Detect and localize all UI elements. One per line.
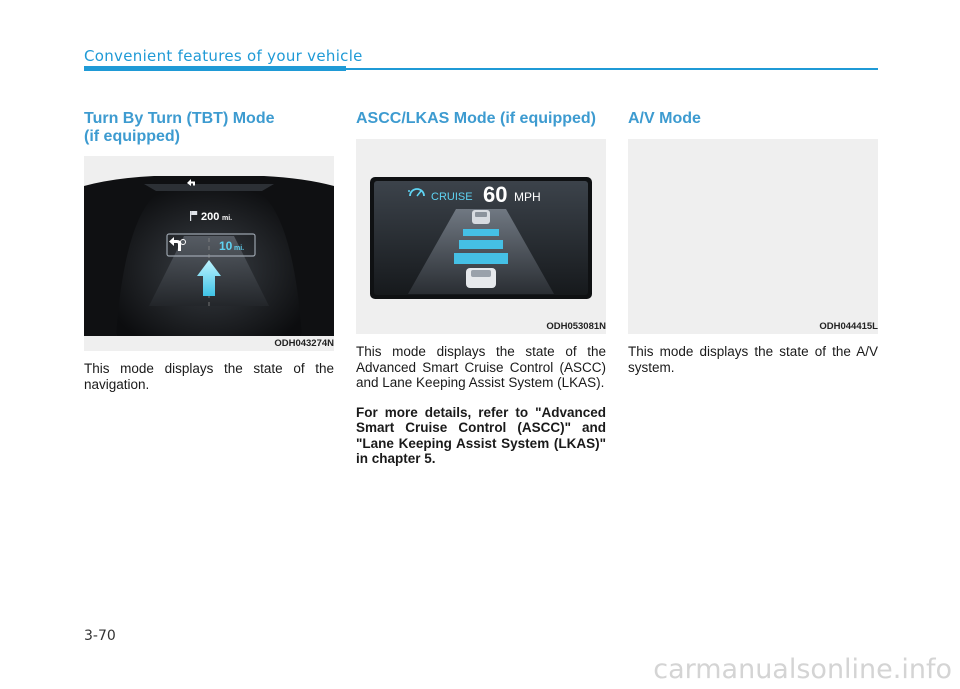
av-mode-figure (628, 139, 878, 334)
header-rule-thin (346, 68, 878, 70)
section-title: Convenient features of your vehicle (84, 47, 363, 65)
distance-value: 200 (201, 211, 220, 223)
watermark: carmanualsonline.info (653, 654, 952, 685)
page-number: 3-70 (84, 628, 116, 644)
svg-text:mi.: mi. (234, 245, 245, 252)
av-mode-heading: A/V Mode (628, 110, 701, 127)
figure-code: ODH044415L (819, 321, 878, 332)
svg-text:10: 10 (219, 239, 233, 253)
ascc-lkas-mode-heading: ASCC/LKAS Mode (if equipped) (356, 110, 596, 127)
distance-bar (463, 229, 499, 236)
figure-code: ODH053081N (546, 321, 606, 332)
ascc-lkas-mode-section (356, 110, 606, 467)
distance-bar (454, 253, 508, 264)
tbt-mode-description: This mode displays the state of the navigation. (84, 361, 334, 392)
speed-value: 60 (483, 182, 508, 207)
tbt-mode-heading: Turn By Turn (TBT) Mode (if equipped) (84, 110, 275, 145)
distance-bar (459, 240, 503, 249)
ascc-lkas-reference-note: For more details, refer to "Advanced Smart Cruise Control (ASCC)" and "Lane Keeping Assist System (LKAS)" in chapter 5. (356, 404, 606, 466)
cruise-label: CRUISE (431, 191, 473, 203)
figure-code: ODH043274N (274, 338, 334, 349)
ascc-lkas-mode-description: This mode displays the state of the Advanced Smart Cruise Control (ASCC) and Lane Keeping Assist System (LKAS). (356, 344, 606, 390)
tbt-mode-section (84, 110, 334, 392)
cluster-navigation-illustration (84, 156, 334, 336)
tbt-mode-figure (84, 156, 334, 351)
av-mode-description: This mode displays the state of the A/V system. (628, 344, 878, 375)
ascc-lkas-mode-figure (356, 139, 606, 334)
cruise-display-illustration (356, 139, 606, 319)
lead-car-icon (472, 210, 490, 224)
header-rule-thick (84, 66, 346, 71)
svg-text:mi.: mi. (222, 215, 233, 222)
own-car-icon (466, 268, 496, 288)
svg-text:MPH: MPH (514, 190, 541, 204)
av-mode-section (628, 110, 878, 375)
